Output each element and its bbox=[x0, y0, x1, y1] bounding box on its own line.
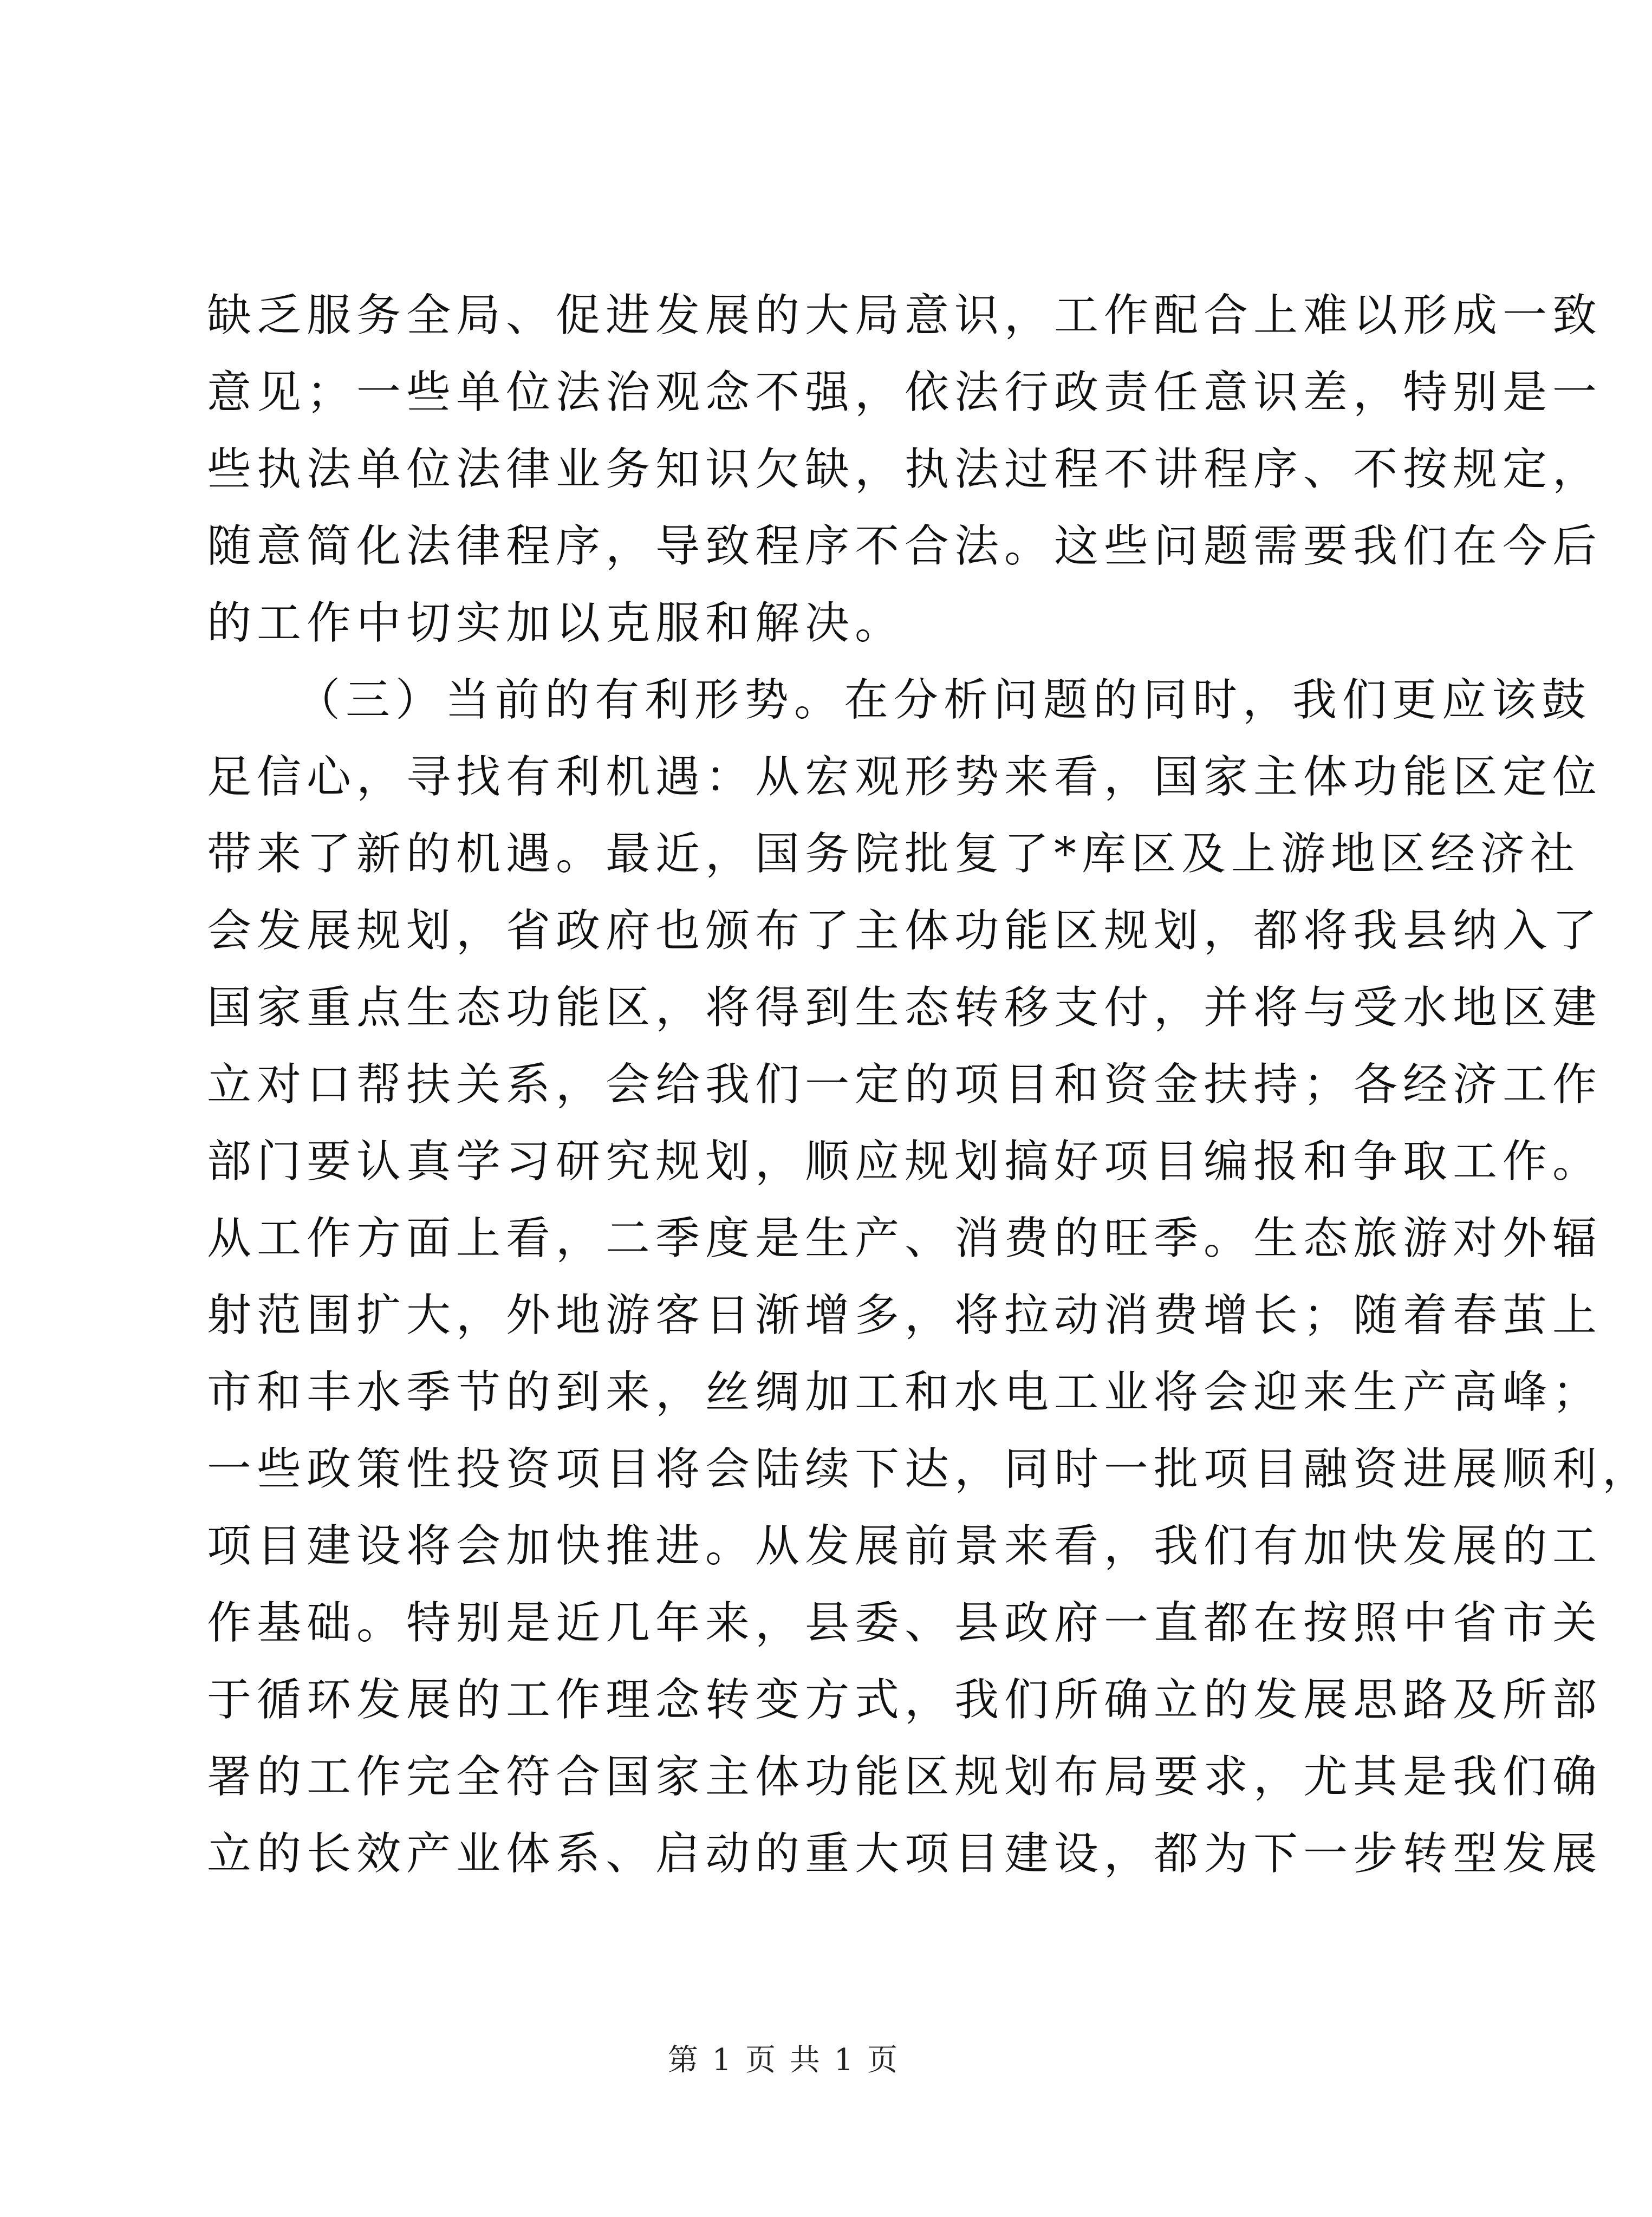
text-line: 国家重点生态功能区，将得到生态转移支付，并将与受水地区建 bbox=[207, 982, 1603, 1033]
text-line: 些执法单位法律业务知识欠缺，执法过程不讲程序、不按规定， bbox=[207, 444, 1603, 495]
text-line: 立的长效产业体系、启动的重大项目建设，都为下一步转型发展 bbox=[207, 1828, 1603, 1880]
text-line: 市和丰水季节的到来，丝绸加工和水电工业将会迎来生产高峰； bbox=[207, 1367, 1603, 1418]
paragraph-start-line: （三）当前的有利形势。在分析问题的同时，我们更应该鼓 bbox=[296, 674, 1592, 726]
text-line: 射范围扩大，外地游客日渐增多，将拉动消费增长；随着春茧上 bbox=[207, 1290, 1603, 1341]
text-line: 会发展规划，省政府也颁布了主体功能区规划，都将我县纳入了 bbox=[207, 905, 1603, 957]
text-line: 部门要认真学习研究规划，顺应规划搞好项目编报和争取工作。 bbox=[207, 1136, 1603, 1187]
body-text bbox=[207, 277, 1652, 1893]
text-line: 项目建设将会加快推进。从发展前景来看，我们有加快发展的工 bbox=[207, 1520, 1603, 1572]
text-line: 随意简化法律程序，导致程序不合法。这些问题需要我们在今后 bbox=[207, 521, 1603, 572]
text-line: 的工作中切实加以克服和解决。 bbox=[207, 597, 905, 649]
text-line: 意见；一些单位法治观念不强，依法行政责任意识差，特别是一 bbox=[207, 367, 1603, 418]
text-line: 作基础。特别是近几年来，县委、县政府一直都在按照中省市关 bbox=[207, 1597, 1603, 1649]
text-line: 缺乏服务全局、促进发展的大局意识，工作配合上难以形成一致 bbox=[207, 290, 1603, 341]
text-line: 足信心，寻找有利机遇：从宏观形势来看，国家主体功能区定位 bbox=[207, 751, 1603, 803]
text-line: 于循环发展的工作理念转变方式，我们所确立的发展思路及所部 bbox=[207, 1674, 1603, 1726]
text-line: 署的工作完全符合国家主体功能区规划布局要求，尤其是我们确 bbox=[207, 1751, 1603, 1803]
text-line: 从工作方面上看，二季度是生产、消费的旺季。生态旅游对外辐 bbox=[207, 1213, 1603, 1264]
page-number-footer: 第 1 页 共 1 页 bbox=[667, 2043, 900, 2078]
text-line: 带来了新的机遇。最近，国务院批复了*库区及上游地区经济社 bbox=[207, 828, 1581, 880]
text-line: 一些政策性投资项目将会陆续下达，同时一批项目融资进展顺利， bbox=[207, 1444, 1652, 1495]
text-line: 立对口帮扶关系，会给我们一定的项目和资金扶持；各经济工作 bbox=[207, 1059, 1603, 1110]
